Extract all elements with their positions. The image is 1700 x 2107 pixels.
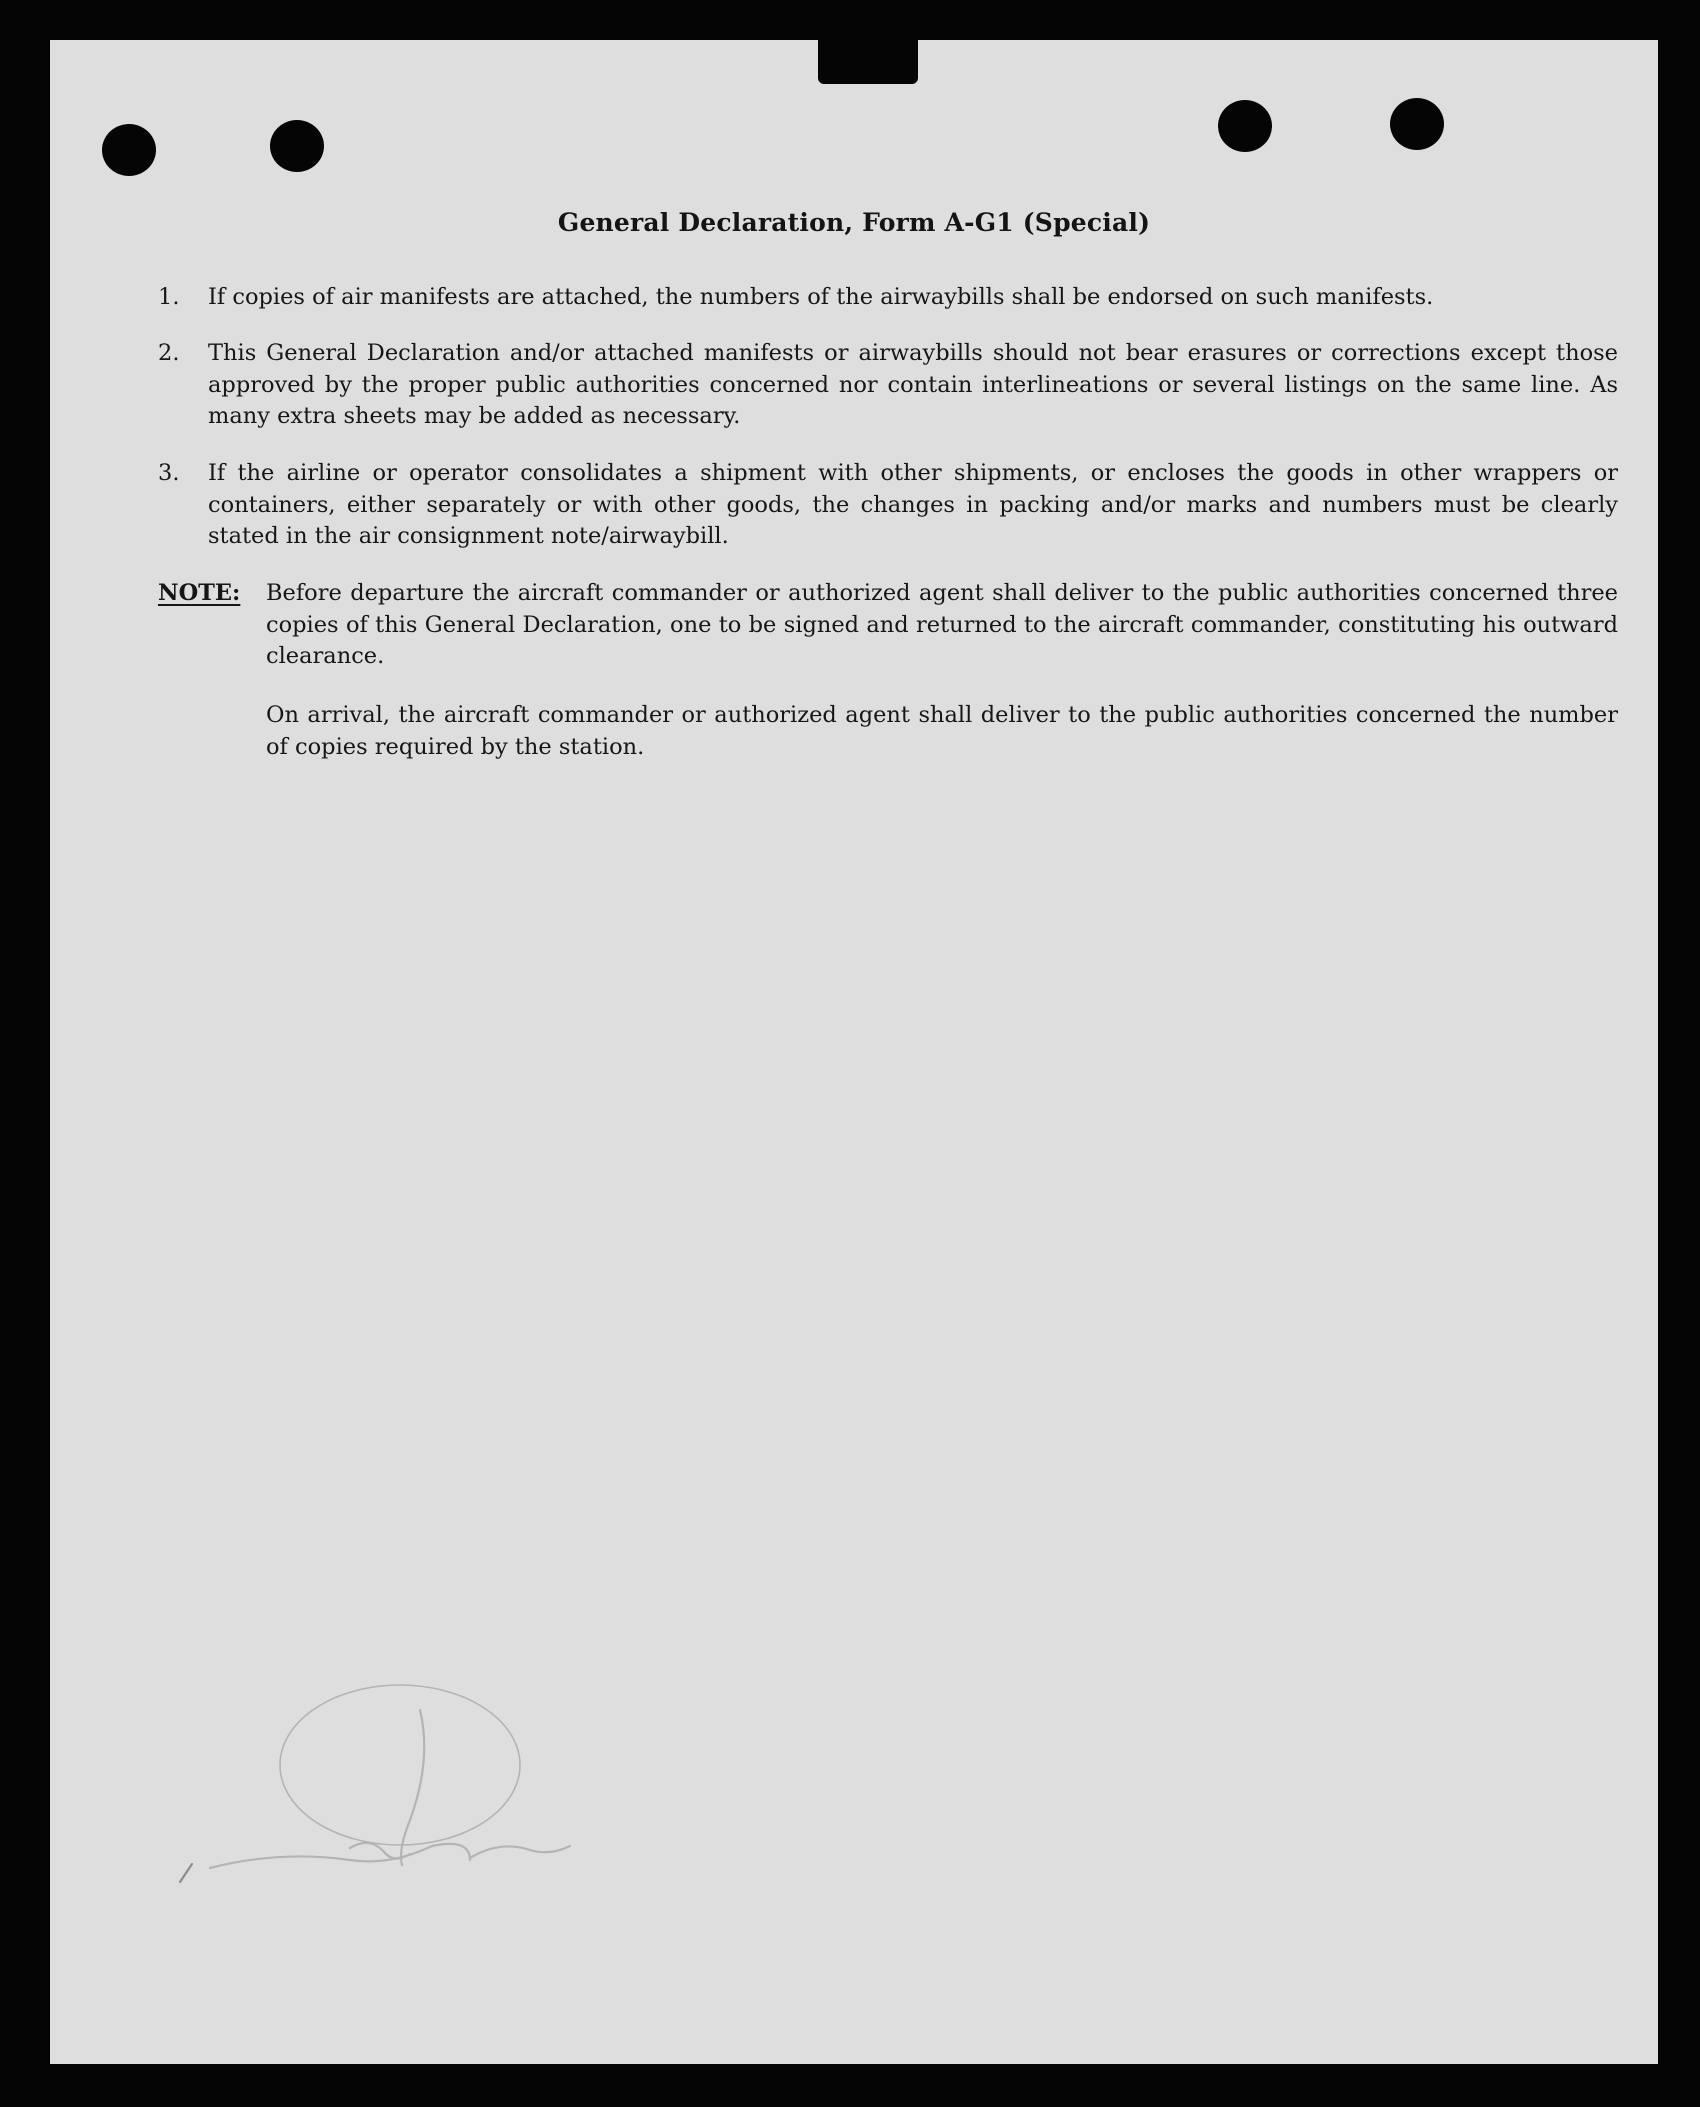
item-text: If copies of air manifests are attached, the numbers of the airwaybills shall be endorsed on such manifests. (208, 284, 1434, 310)
note-paragraph-2: On arrival, the aircraft commander or authorized agent shall deliver to the public authorities concerned the number of copies required by the station. (266, 702, 1618, 760)
punch-hole (1218, 100, 1272, 152)
item-number: 1. (158, 284, 180, 310)
faint-signature-mark (170, 1670, 640, 1890)
item-number: 2. (158, 340, 180, 366)
punch-hole (102, 124, 156, 176)
item-text: If the airline or operator consolidates a shipment with other shipments, or encloses the goods in other wrappers or containers, either separately or with other goods, the changes in packing and/or marks and numbers must be clearly stated in the air consignment note/airwaybill. (208, 460, 1618, 549)
document-page (50, 40, 1658, 2064)
instruction-item-2 (158, 338, 1618, 433)
item-number: 3. (158, 460, 180, 486)
instruction-item-1 (158, 282, 1618, 314)
note-paragraph-1: Before departure the aircraft commander or authorized agent shall deliver to the public authorities concerned three copies of this General Declaration, one to be signed and returned to the aircraft commander, constituting his outward clearance. (266, 580, 1618, 669)
document-title: General Declaration, Form A-G1 (Special) (557, 208, 1151, 237)
note-label: NOTE: (158, 580, 241, 606)
item-text: This General Declaration and/or attached manifests or airwaybills should not bear erasures or corrections except those approved by the proper public authorities concerned nor contain interlineations or several listings on the same line. As many extra sheets may be added as necessary. (208, 340, 1618, 429)
instruction-item-3 (158, 458, 1618, 553)
punch-hole (270, 120, 324, 172)
note-block (158, 578, 1618, 673)
punch-hole (1390, 98, 1444, 150)
page-notch (818, 40, 918, 84)
